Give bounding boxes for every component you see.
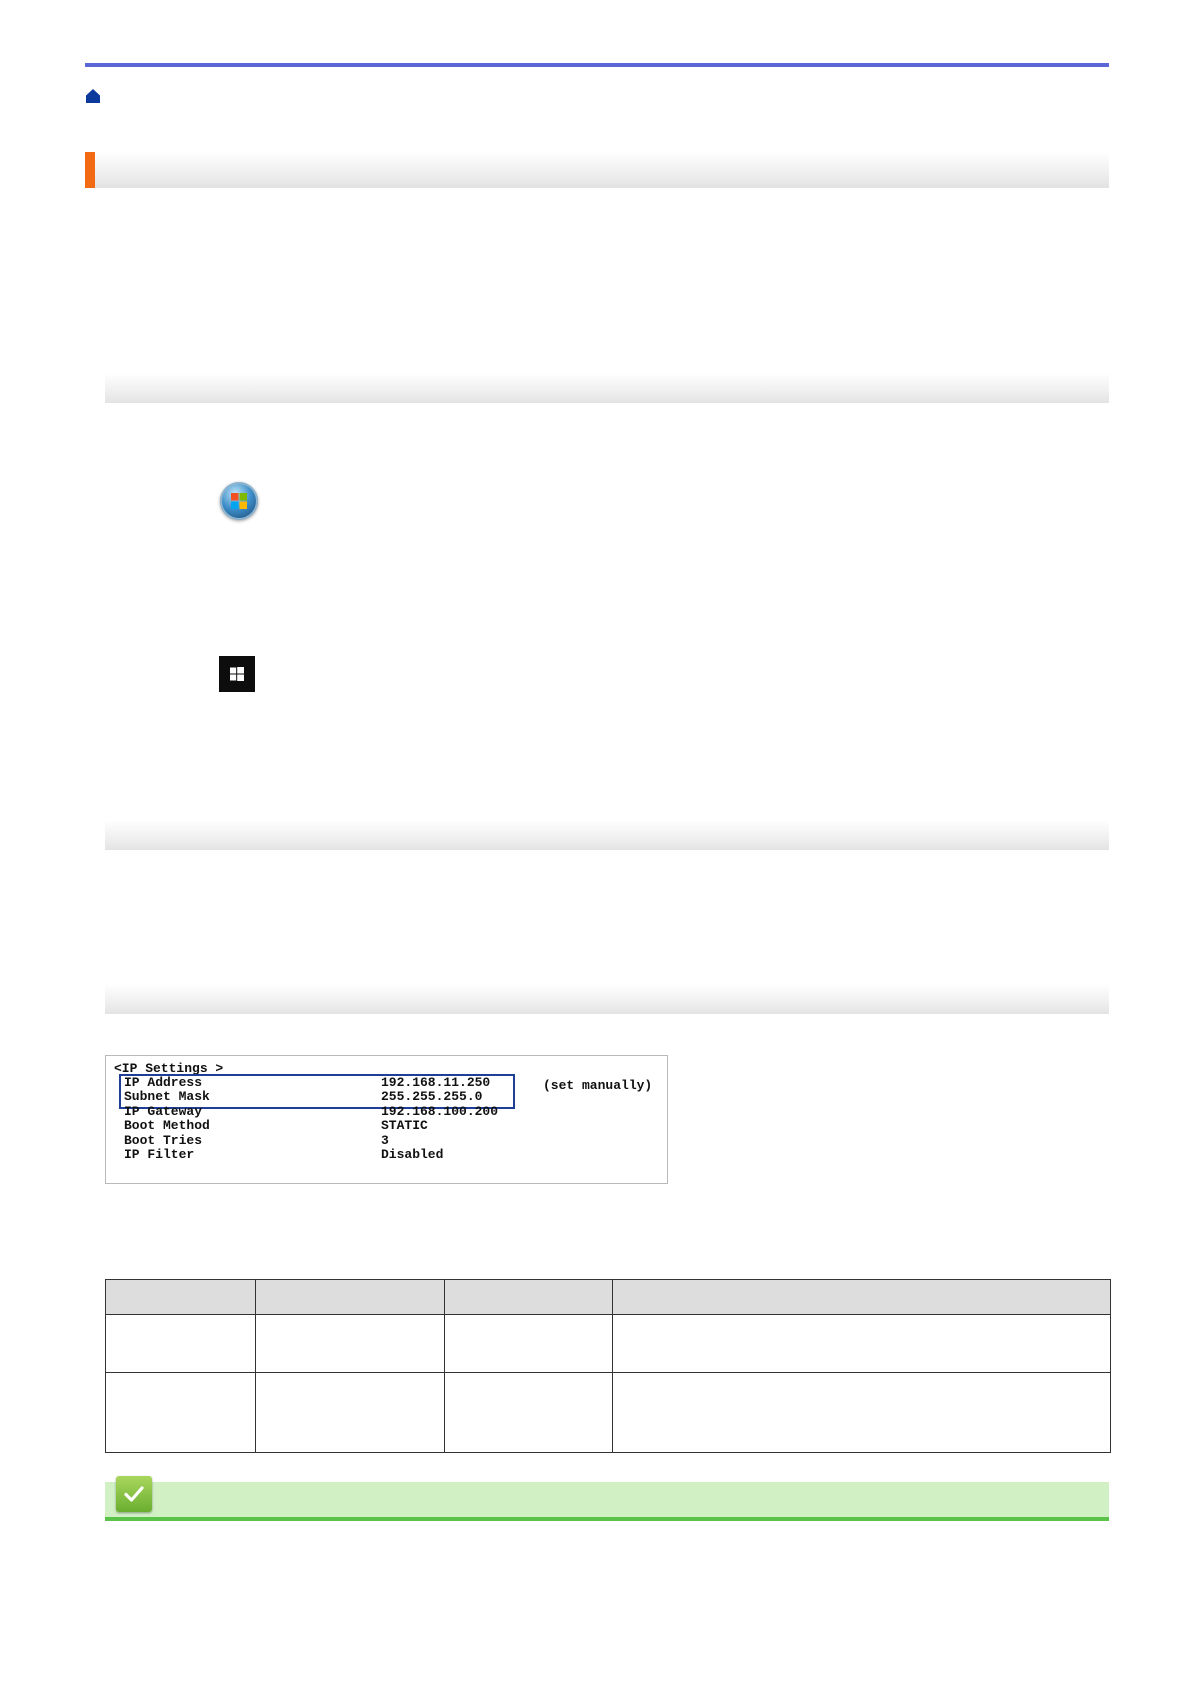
report-value: 192.168.11.250 <box>381 1075 491 1090</box>
table-cell <box>445 1314 613 1372</box>
table-cell <box>445 1372 613 1452</box>
table-cell <box>106 1372 256 1452</box>
table-header-cell <box>445 1280 613 1315</box>
table-cell <box>256 1314 445 1372</box>
report-value: Disabled <box>381 1147 444 1162</box>
report-value: 3 <box>381 1133 389 1148</box>
table-cell <box>106 1314 256 1372</box>
report-value: 192.168.100.200 <box>381 1104 499 1119</box>
home-icon[interactable] <box>85 88 101 104</box>
note-bar <box>105 1482 1109 1517</box>
top-rule <box>85 63 1109 67</box>
report-heading: <IP Settings > <box>114 1061 224 1076</box>
network-configuration-report <box>105 1055 668 1184</box>
title-accent <box>85 152 95 188</box>
section-header <box>105 984 1109 1014</box>
section-header <box>105 373 1109 403</box>
table-row <box>106 1314 1111 1372</box>
windows-7-start-orb-icon <box>220 482 258 520</box>
report-label: Subnet Mask <box>124 1089 210 1104</box>
report-label: IP Filter <box>124 1147 195 1162</box>
section-header <box>105 820 1109 850</box>
page-title-bar <box>85 152 1109 188</box>
report-label: IP Gateway <box>124 1104 203 1119</box>
table-cell <box>613 1314 1111 1372</box>
checkmark-note-icon <box>116 1476 152 1512</box>
table-header-cell <box>613 1280 1111 1315</box>
table-cell <box>613 1372 1111 1452</box>
note-rule <box>105 1517 1109 1521</box>
table-header-cell <box>106 1280 256 1315</box>
report-note: (set manually) <box>543 1078 653 1093</box>
table-header-cell <box>256 1280 445 1315</box>
windows-10-start-icon <box>219 656 255 692</box>
table-header-row <box>106 1280 1111 1315</box>
report-value: STATIC <box>381 1118 428 1133</box>
report-label: Boot Tries <box>124 1133 203 1148</box>
table-cell <box>256 1372 445 1452</box>
report-label: IP Address <box>124 1075 203 1090</box>
settings-table <box>105 1279 1111 1453</box>
report-label: Boot Method <box>124 1118 210 1133</box>
table-row <box>106 1372 1111 1452</box>
report-value: 255.255.255.0 <box>381 1089 483 1104</box>
